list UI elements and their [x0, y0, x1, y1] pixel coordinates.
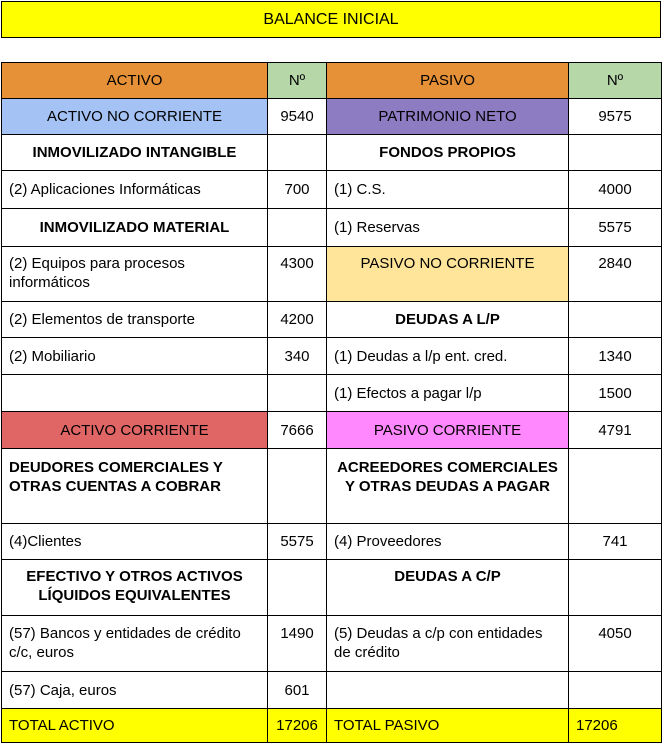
page-title: BALANCE INICIAL [1, 1, 661, 38]
value-cell: 4300 [268, 247, 327, 302]
value-cell [268, 375, 327, 412]
account-label: (2) Elementos de transporte [2, 302, 268, 338]
header-pasivo: PASIVO [327, 63, 569, 99]
value-cell: 2840 [569, 247, 662, 302]
value-cell: 340 [268, 338, 327, 375]
account-label: (2) Equipos para procesos informáticos [2, 247, 268, 302]
account-label [327, 672, 569, 709]
table-row [2, 171, 662, 209]
value-cell: 7666 [268, 412, 327, 449]
value-cell [268, 209, 327, 247]
table-row [2, 560, 662, 616]
value-cell: 601 [268, 672, 327, 709]
section-activo-no-corriente: ACTIVO NO CORRIENTE [2, 99, 268, 135]
total-pasivo-label: TOTAL PASIVO [327, 709, 569, 743]
table-row [2, 247, 662, 302]
value-cell: 1500 [569, 375, 662, 412]
header-number-activo: Nº [268, 63, 327, 99]
value-cell: 9575 [569, 99, 662, 135]
value-cell: 4000 [569, 171, 662, 209]
group-heading: DEUDAS A C/P [327, 560, 569, 616]
table-row [2, 209, 662, 247]
account-label: (2) Mobiliario [2, 338, 268, 375]
account-label: (57) Caja, euros [2, 672, 268, 709]
account-label: (1) C.S. [327, 171, 569, 209]
value-cell: 9540 [268, 99, 327, 135]
table-row [2, 302, 662, 338]
value-cell [268, 560, 327, 616]
total-activo-label: TOTAL ACTIVO [2, 709, 268, 743]
value-cell [268, 135, 327, 171]
group-heading: INMOVILIZADO MATERIAL [2, 209, 268, 247]
table-row [2, 672, 662, 709]
group-heading: ACREEDORES COMERCIALES Y OTRAS DEUDAS A PAGAR [327, 449, 569, 524]
header-row [2, 63, 662, 99]
section-activo-corriente: ACTIVO CORRIENTE [2, 412, 268, 449]
value-cell: 4200 [268, 302, 327, 338]
value-cell: 700 [268, 171, 327, 209]
section-patrimonio-neto: PATRIMONIO NETO [327, 99, 569, 135]
value-cell [569, 449, 662, 524]
group-heading: DEUDORES COMERCIALES Y OTRAS CUENTAS A COBRAR [2, 449, 268, 524]
table-row [2, 338, 662, 375]
account-label: (1) Efectos a pagar l/p [327, 375, 569, 412]
value-cell: 5575 [569, 209, 662, 247]
account-label: (4)Clientes [2, 524, 268, 560]
table-row [2, 99, 662, 135]
table-row [2, 449, 662, 524]
value-cell [569, 302, 662, 338]
account-label: (1) Reservas [327, 209, 569, 247]
group-heading: INMOVILIZADO INTANGIBLE [2, 135, 268, 171]
account-label: (1) Deudas a l/p ent. cred. [327, 338, 569, 375]
account-label: (57) Bancos y entidades de crédito c/c, euros [2, 616, 268, 672]
value-cell: 4050 [569, 616, 662, 672]
header-number-pasivo: Nº [569, 63, 662, 99]
value-cell [569, 672, 662, 709]
table-row [2, 616, 662, 672]
account-label [2, 375, 268, 412]
value-cell: 5575 [268, 524, 327, 560]
table-row [2, 524, 662, 560]
section-pasivo-no-corriente: PASIVO NO CORRIENTE [327, 247, 569, 302]
totals-row [2, 709, 662, 743]
table-row [2, 375, 662, 412]
account-label: (2) Aplicaciones Informáticas [2, 171, 268, 209]
balance-table [1, 62, 662, 743]
table-row [2, 412, 662, 449]
account-label: (5) Deudas a c/p con entidades de crédito [327, 616, 569, 672]
total-pasivo-value: 17206 [569, 709, 662, 743]
value-cell [569, 135, 662, 171]
group-heading: FONDOS PROPIOS [327, 135, 569, 171]
group-heading: EFECTIVO Y OTROS ACTIVOS LÍQUIDOS EQUIVALENTES [2, 560, 268, 616]
value-cell: 4791 [569, 412, 662, 449]
header-activo: ACTIVO [2, 63, 268, 99]
value-cell: 741 [569, 524, 662, 560]
account-label: (4) Proveedores [327, 524, 569, 560]
value-cell [268, 449, 327, 524]
section-pasivo-corriente: PASIVO CORRIENTE [327, 412, 569, 449]
value-cell [569, 560, 662, 616]
value-cell: 1340 [569, 338, 662, 375]
table-row [2, 135, 662, 171]
value-cell: 1490 [268, 616, 327, 672]
group-heading: DEUDAS A L/P [327, 302, 569, 338]
total-activo-value: 17206 [268, 709, 327, 743]
